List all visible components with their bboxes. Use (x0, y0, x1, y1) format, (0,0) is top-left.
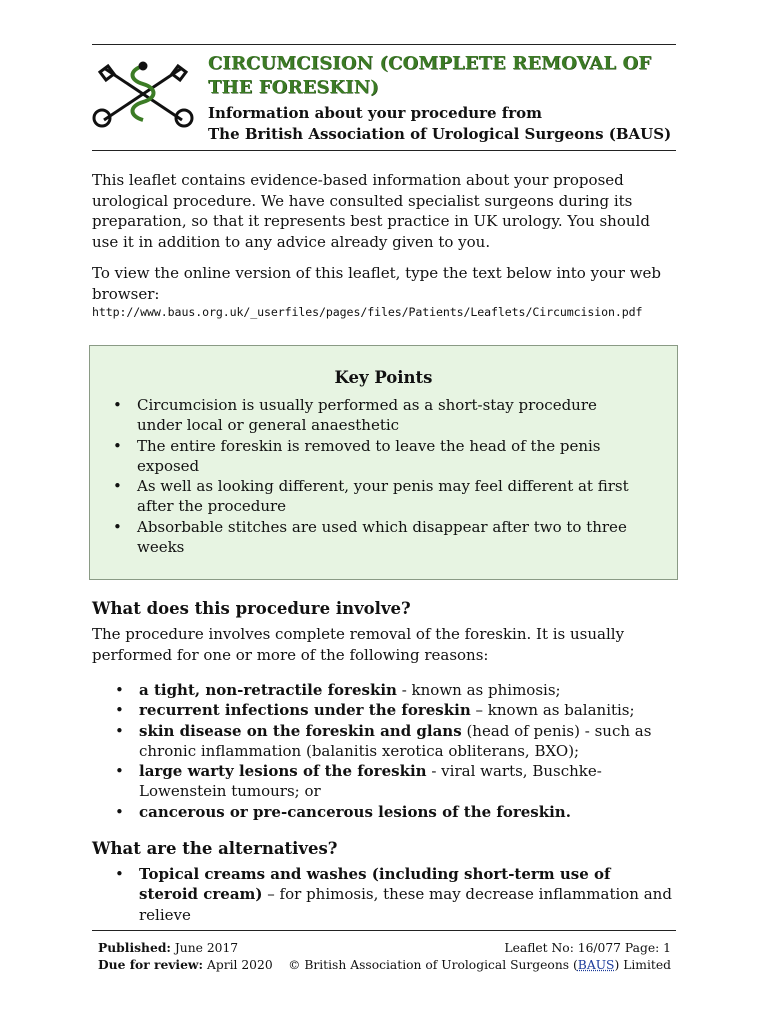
list-item: • Absorbable stitches are used which disappear after two to three weeks (90, 517, 630, 558)
leaflet-url[interactable]: http://www.baus.org.uk/_userfiles/pages/files/Patients/Leaflets/Circumcision.pdf (92, 305, 643, 319)
copyright: © British Association of Urological Surgeons (BAUS) Limited (288, 957, 671, 972)
key-points-heading: Key Points (334, 368, 433, 387)
published-date: Published: June 2017 (98, 940, 239, 955)
alternatives-list (92, 864, 672, 925)
alternative-bold: Topical creams and washes (including short-term use of steroid cream) (139, 865, 611, 904)
footer-left (98, 940, 273, 973)
header-rule (92, 150, 676, 151)
list-item (92, 761, 662, 802)
page-title: CIRCUMCISION (COMPLETE REMOVAL OF THE FORESKIN) (208, 53, 652, 98)
subtitle-line-1: Information about your procedure from (208, 104, 543, 122)
leaflet-number: Leaflet No: 16/077 Page: 1 (504, 941, 671, 955)
footer-right (288, 940, 671, 973)
reason-rest: - known as phimosis; (396, 681, 561, 699)
list-item: • The entire foreskin is removed to leave the head of the penis exposed (90, 436, 630, 477)
reason-bold: large warty lesions of the foreskin (139, 762, 427, 781)
review-date: Due for review: April 2020 (98, 956, 273, 972)
intro-paragraph: This leaflet contains evidence-based information about your proposed urological procedure. We have consulted specialist surgeons during its preparation, so that it represents best practice in UK urology. You should use it in addition to any advice already given to you. (92, 171, 650, 251)
list-item (92, 700, 662, 720)
reason-rest: (head of penis) - such as chronic inflammation (balanitis xerotica obliterans, BXO); (139, 721, 652, 760)
reason-bold: skin disease on the foreskin and glans (139, 721, 462, 740)
reason-rest: – known as balanitis; (470, 701, 635, 720)
alternative-rest: – for phimosis, these may decrease inflammation and relieve (139, 885, 672, 924)
list-item: • As well as looking different, your penis may feel different at first after the procedure (90, 476, 630, 517)
key-points-box (89, 345, 678, 580)
list-item (92, 802, 662, 822)
list-item (92, 721, 662, 762)
subtitle-line-2: The British Association of Urological Surgeons (BAUS) (208, 125, 672, 143)
top-rule (92, 44, 676, 45)
footer-rule (92, 930, 676, 931)
alternatives-heading: What are the alternatives? (92, 839, 338, 858)
list-item: • Circumcision is usually performed as a short-stay procedure under local or general anaesthetic (90, 395, 630, 436)
online-version-text: To view the online version of this leaflet, type the text below into your web browser: (92, 264, 662, 303)
procedure-heading: What does this procedure involve? (92, 599, 411, 618)
reason-rest: - viral warts, Buschke-Lowenstein tumours; or (139, 762, 602, 801)
baus-crossed-keys-logo (90, 60, 196, 132)
list-item (92, 680, 662, 700)
reason-bold: recurrent infections under the foreskin (139, 701, 471, 720)
reason-bold: cancerous or pre-cancerous lesions of the foreskin. (139, 802, 571, 821)
list-item (92, 864, 672, 925)
reason-bold: a tight, non-retractile foreskin (139, 681, 397, 699)
key-points-list (90, 395, 630, 557)
page-subtitle (208, 103, 678, 145)
baus-link[interactable]: BAUS (577, 957, 615, 972)
reasons-list (92, 680, 662, 822)
procedure-paragraph: The procedure involves complete removal of the foreskin. It is usually performed for one or more of the following reasons: (92, 625, 625, 664)
